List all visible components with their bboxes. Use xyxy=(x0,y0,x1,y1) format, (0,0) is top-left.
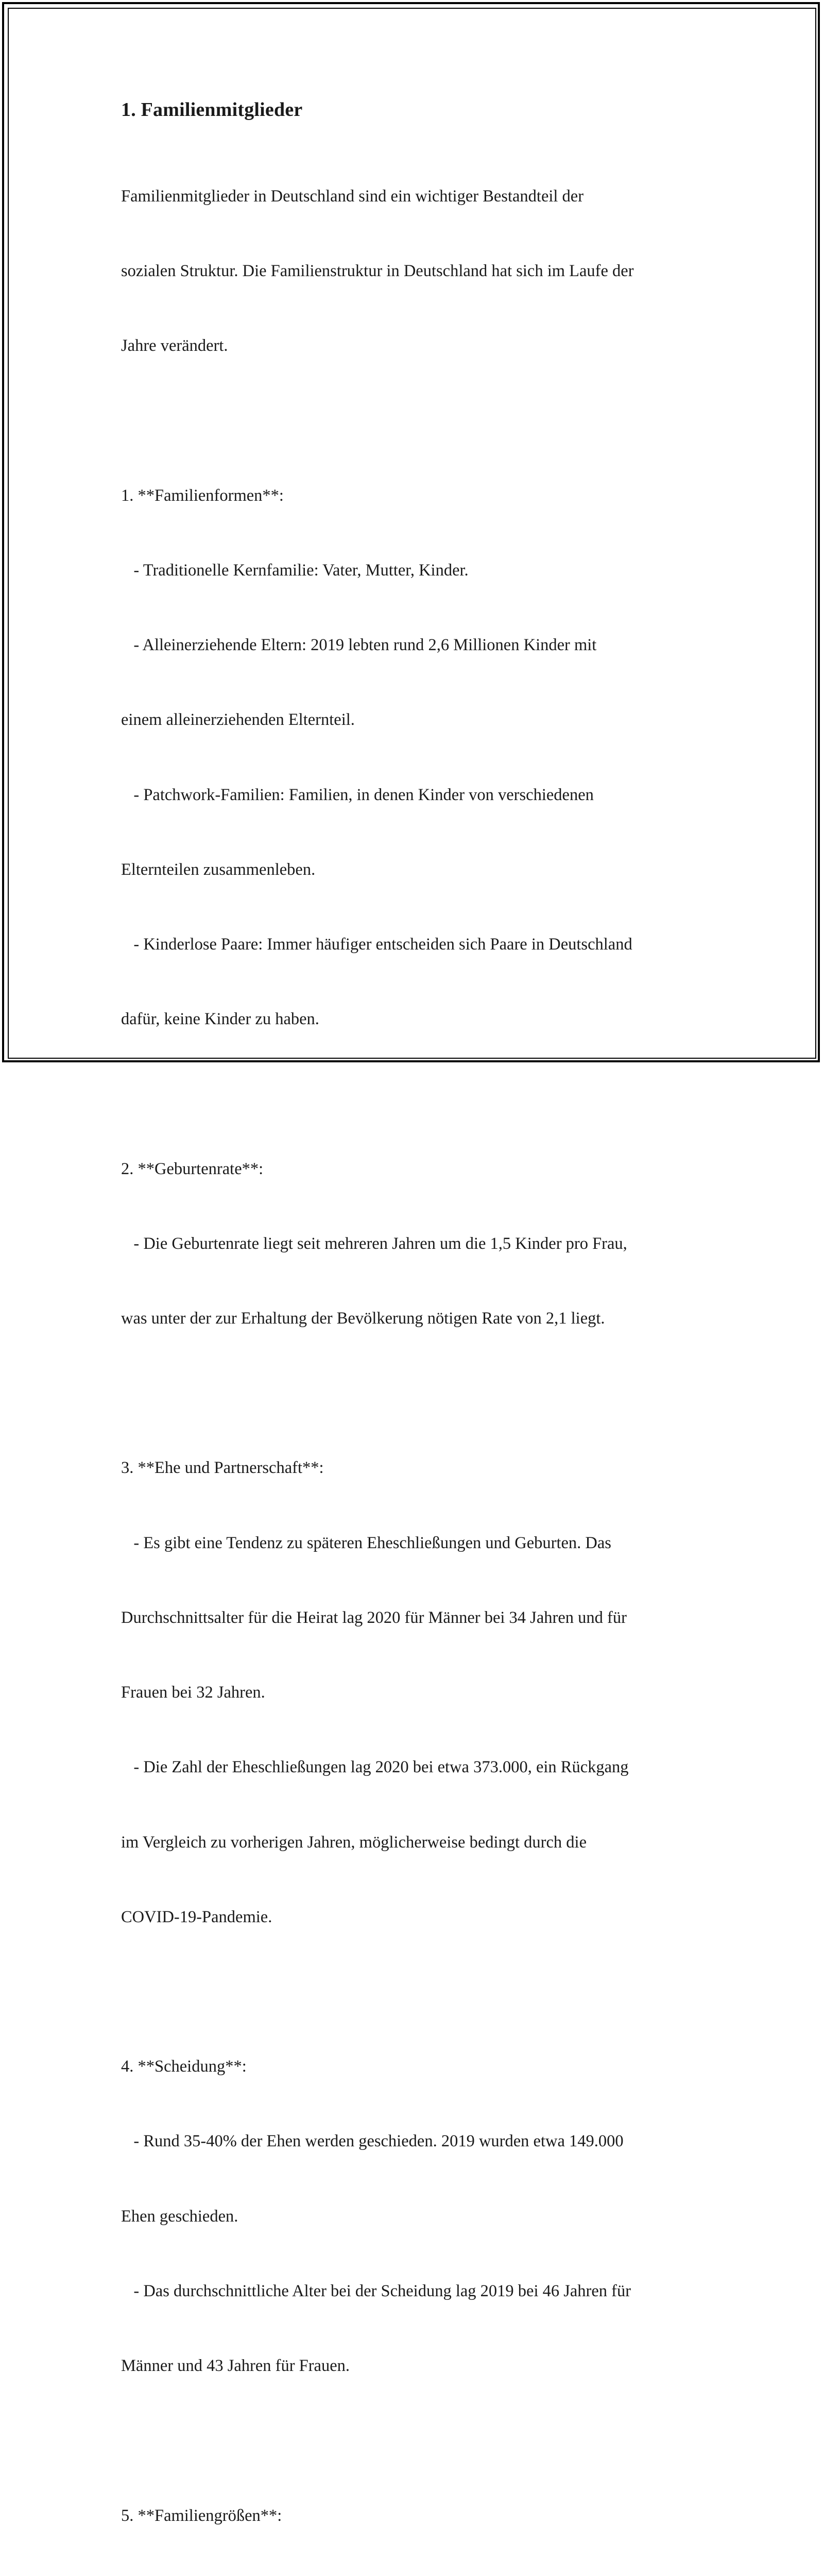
blank-line xyxy=(121,408,708,433)
text-line: Männer und 43 Jahren für Frauen. xyxy=(121,2357,350,2376)
section-heading-ehe-und-partnerschaft: 3. **Ehe und Partnerschaft**: xyxy=(121,1459,324,1478)
text-line: - Alleinerziehende Eltern: 2019 lebten rund 2,6 Millionen Kinder mit xyxy=(121,636,597,655)
text-line: sozialen Struktur. Die Familienstruktur in Deutschland hat sich im Laufe der xyxy=(121,262,634,281)
text-line: - Es gibt eine Tendenz zu späteren Eheschließungen und Geburten. Das xyxy=(121,1533,611,1552)
document-content xyxy=(121,96,708,2576)
text-line: dafür, keine Kinder zu haben. xyxy=(121,1010,319,1029)
text-line: Elternteilen zusammenleben. xyxy=(121,860,316,879)
text-line: - Traditionelle Kernfamilie: Vater, Mutter, Kinder. xyxy=(121,561,469,580)
text-line: - Das durchschnittliche Alter bei der Scheidung lag 2019 bei 46 Jahren für xyxy=(121,2281,631,2300)
document-title: 1. Familienmitglieder xyxy=(121,99,303,121)
document-body xyxy=(121,134,708,2576)
text-line: Jahre verändert. xyxy=(121,336,228,355)
text-line: was unter der zur Erhaltung der Bevölkerung nötigen Rate von 2,1 liegt. xyxy=(121,1309,605,1328)
text-line: Durchschnittsalter für die Heirat lag 2020 für Männer bei 34 Jahren und für xyxy=(121,1608,627,1627)
text-line: - Kinderlose Paare: Immer häufiger entscheiden sich Paare in Deutschland xyxy=(121,935,632,954)
blank-line xyxy=(121,1081,708,1106)
text-line: einem alleinerziehenden Elternteil. xyxy=(121,710,355,730)
text-line: im Vergleich zu vorherigen Jahren, möglicherweise bedingt durch die xyxy=(121,1833,587,1852)
text-line: Familienmitglieder in Deutschland sind ein wichtiger Bestandteil der xyxy=(121,187,584,206)
text-line: Ehen geschieden. xyxy=(121,2207,238,2226)
section-heading-familienformen: 1. **Familienformen**: xyxy=(121,486,284,505)
text-line: - Rund 35-40% der Ehen werden geschieden. 2019 wurden etwa 149.000 xyxy=(121,2132,624,2151)
text-line: - Die Zahl der Eheschließungen lag 2020 bei etwa 373.000, ein Rückgang xyxy=(121,1758,629,1777)
blank-line xyxy=(121,2428,708,2453)
text-line: COVID-19-Pandemie. xyxy=(121,1907,272,1926)
section-heading-geburtenrate: 2. **Geburtenrate**: xyxy=(121,1159,264,1178)
blank-line xyxy=(121,1979,708,2004)
text-line: Frauen bei 32 Jahren. xyxy=(121,1683,265,1702)
blank-line xyxy=(121,1381,708,1405)
section-heading-scheidung: 4. **Scheidung**: xyxy=(121,2057,247,2076)
section-heading-familiengroessen: 5. **Familiengrößen**: xyxy=(121,2506,282,2525)
text-line: - Die Geburtenrate liegt seit mehreren Jahren um die 1,5 Kinder pro Frau, xyxy=(121,1234,627,1253)
text-line: - Patchwork-Familien: Familien, in denen Kinder von verschiedenen xyxy=(121,785,594,804)
